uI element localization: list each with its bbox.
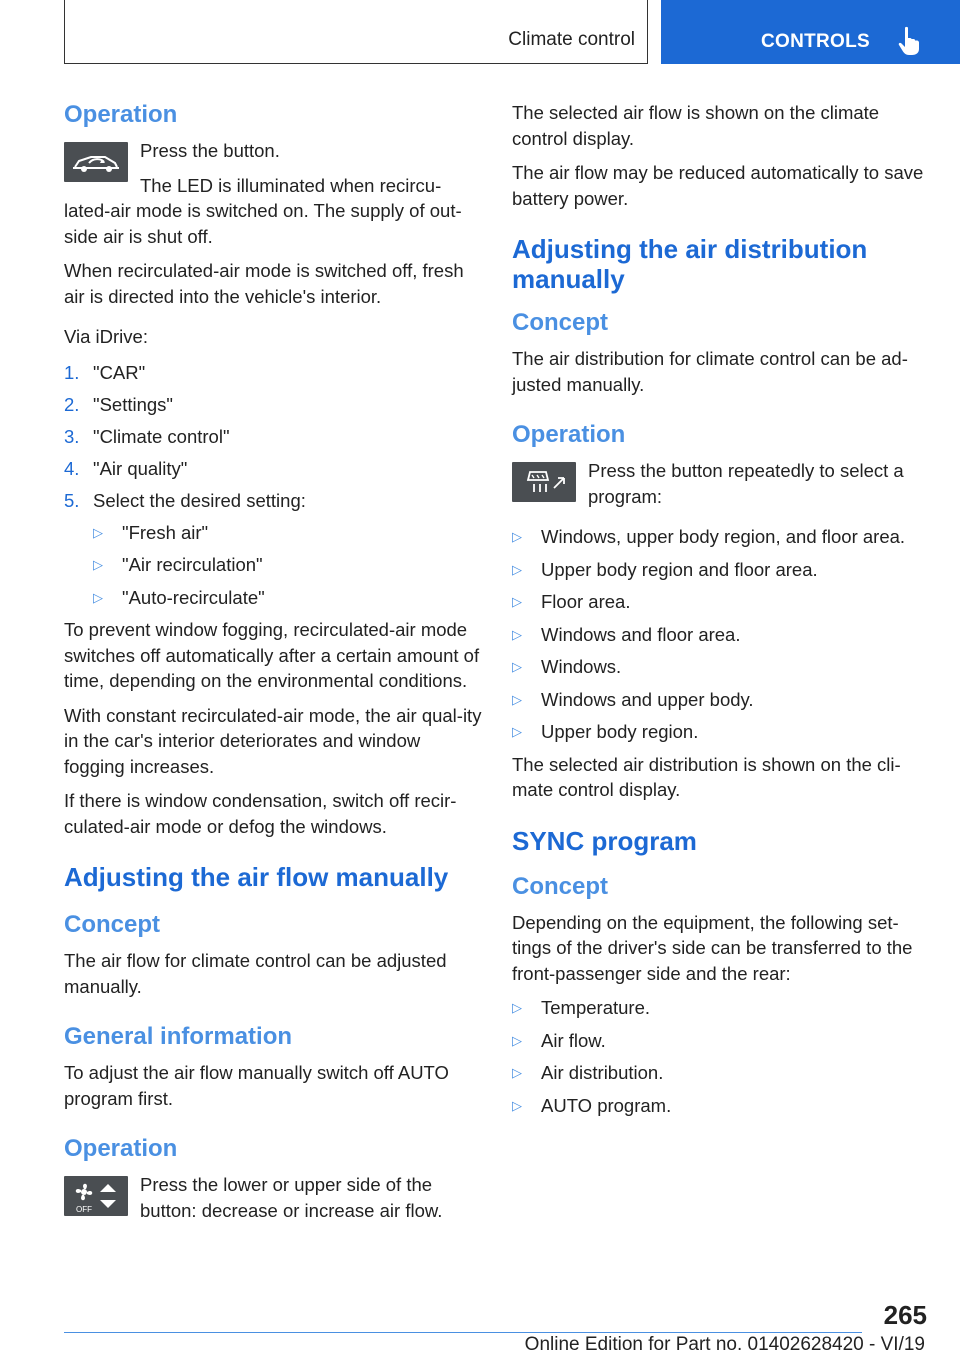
list-item: 1. "CAR" bbox=[64, 361, 146, 383]
list-item: ▷ Windows and upper body. bbox=[512, 688, 754, 710]
left-column bbox=[64, 100, 482, 1232]
fan-text: Press the lower or upper side of the button: decrease or increase air flow. bbox=[140, 1174, 443, 1221]
heading-concept-sync: Concept bbox=[512, 872, 608, 900]
fan-figure bbox=[64, 1172, 482, 1232]
heading-air-flow: Adjusting the air flow manually bbox=[64, 862, 449, 892]
condensation-text: If there is window condensation, switch off recir-culated-air mode or defog the windows. bbox=[64, 790, 457, 837]
sync-text: Depending on the equipment, the following set-tings of the driver's side can be transferred to the front-passenger side and the rear: bbox=[512, 911, 913, 984]
reduced-text: The air flow may be reduced automatically to save battery power. bbox=[512, 162, 924, 209]
right-column bbox=[512, 100, 932, 1125]
list-item: ▷ Windows, upper body region, and floor area. bbox=[512, 526, 906, 547]
heading-operation: Operation bbox=[64, 101, 178, 128]
list-item: 4. "Air quality" bbox=[64, 457, 188, 479]
list-item: 2. "Settings" bbox=[64, 393, 173, 415]
recirculation-figure bbox=[64, 138, 482, 198]
distribution-figure bbox=[512, 458, 932, 518]
idrive-label: Via iDrive: bbox=[64, 326, 148, 347]
list-item: ▷ Windows. bbox=[512, 656, 622, 677]
heading-general: General information bbox=[64, 1023, 293, 1050]
list-item: ▷ "Auto-recirculate" bbox=[93, 586, 265, 608]
header-section-box bbox=[64, 0, 648, 64]
page-number: 265 bbox=[883, 1300, 927, 1330]
chapter-title: CONTROLS bbox=[761, 31, 871, 52]
settings-list bbox=[93, 520, 482, 611]
programs-list bbox=[512, 524, 932, 745]
list-item: ▷ Windows and floor area. bbox=[512, 623, 741, 645]
footer-divider bbox=[64, 1332, 862, 1333]
heading-concept-r: Concept bbox=[512, 309, 608, 336]
section-title: Climate control bbox=[508, 29, 635, 50]
constant-text: With constant recirculated-air mode, the air qual-ity in the car's interior deteriorates and window fogging increases. bbox=[64, 704, 482, 777]
shown-text: The selected air distribution is shown on the cli-mate control display. bbox=[512, 753, 901, 800]
edition-note: Online Edition for Part no. 01402628420 - VI/19 bbox=[524, 1334, 925, 1355]
selected-text: The selected air flow is shown on the climate control display. bbox=[512, 102, 880, 149]
list-item: ▷ Temperature. bbox=[512, 997, 650, 1018]
op-text-3: When recirculated-air mode is switched off, fresh air is directed into the vehicle's interior. bbox=[64, 260, 464, 307]
list-item: 5. Select the desired setting: bbox=[64, 489, 306, 511]
list-item: 3. "Climate control" bbox=[64, 425, 230, 447]
op-text-1: Press the button. bbox=[140, 140, 280, 161]
chapter-tab[interactable] bbox=[661, 0, 960, 64]
concept-text: The air flow for climate control can be adjusted manually. bbox=[64, 950, 447, 997]
concept-text-r: The air distribution for climate control can be ad-justed manually. bbox=[512, 348, 908, 395]
heading-operation-2: Operation bbox=[64, 1135, 178, 1162]
air-distribution-button-icon bbox=[512, 462, 576, 502]
list-item: ▷ Upper body region. bbox=[512, 721, 699, 742]
recirculation-car-icon bbox=[64, 142, 128, 182]
idrive-steps bbox=[64, 360, 482, 514]
op-text-2: The LED is illuminated when recircu- bbox=[140, 174, 442, 196]
sync-list bbox=[512, 995, 932, 1119]
heading-operation-r: Operation bbox=[512, 421, 626, 448]
op-text-2b: lated-air mode is switched on. The supply of out-side air is shut off. bbox=[64, 200, 462, 247]
list-item: ▷ Floor area. bbox=[512, 591, 631, 612]
heading-air-distribution: Adjusting the air distribution manually bbox=[512, 234, 868, 294]
distribution-op-text: Press the button repeatedly to select a program: bbox=[588, 460, 904, 507]
fog-text: To prevent window fogging, recirculated-air mode switches off automatically after a certain amount of time, depending on the environmental conditions. bbox=[64, 619, 480, 691]
heading-concept: Concept bbox=[64, 911, 160, 938]
heading-sync: SYNC program bbox=[512, 825, 697, 856]
fan-off-button-icon bbox=[64, 1176, 128, 1216]
list-item: ▷ "Air recirculation" bbox=[93, 554, 263, 575]
list-item: ▷ Upper body region and floor area. bbox=[512, 558, 818, 580]
list-item: ▷ AUTO program. bbox=[512, 1094, 672, 1116]
list-item: ▷ Air flow. bbox=[512, 1029, 606, 1051]
list-item: ▷ "Fresh air" bbox=[93, 521, 209, 543]
general-text: To adjust the air flow manually switch off AUTO program first. bbox=[64, 1062, 449, 1109]
svg-text:OFF: OFF bbox=[76, 1205, 92, 1214]
pointing-hand-icon bbox=[897, 26, 921, 56]
list-item: ▷ Air distribution. bbox=[512, 1062, 664, 1083]
